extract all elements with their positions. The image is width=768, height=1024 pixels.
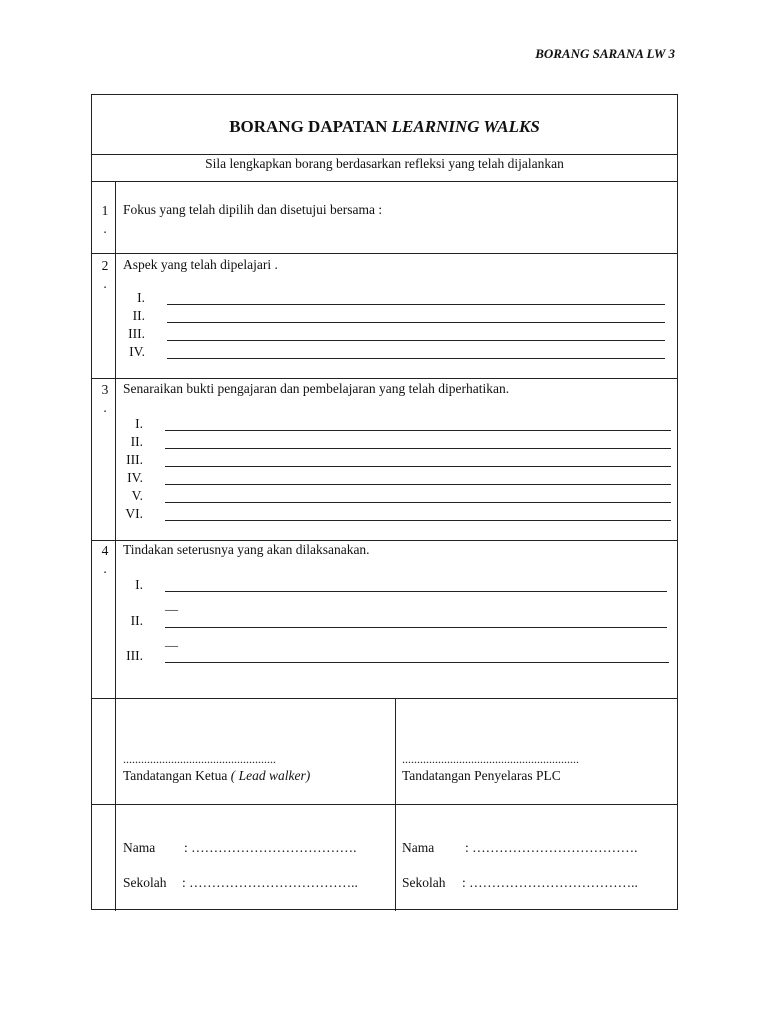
section-4-answer-line-3[interactable]: [165, 662, 669, 663]
section-3-question: Senaraikan bukti pengajaran dan pembelajaran yang telah diperhatikan.: [123, 381, 510, 396]
section-3-number: 3 .: [101, 382, 109, 415]
section-4-question: Tindakan seterusnya yang akan dilaksanakan.: [123, 542, 370, 557]
divider: [92, 540, 677, 541]
section-2-question: Aspek yang telah dipelajari .: [123, 257, 278, 272]
learning-walks-form: [91, 94, 678, 910]
form-instructions: Sila lengkapkan borang berdasarkan refleksi yang telah dijalankan: [205, 156, 564, 171]
divider: [92, 181, 677, 182]
plc-coordinator-signature-line[interactable]: ...........................................................: [402, 752, 579, 766]
form-code-label: BORANG SARANA LW 3: [535, 46, 675, 61]
section-3-answer-line-2[interactable]: [165, 448, 671, 449]
divider: [92, 253, 677, 254]
form-title: [92, 117, 677, 137]
answer-line-overflow: __: [165, 597, 178, 612]
section-2-answer-line-3[interactable]: [167, 340, 665, 341]
section-3-item-label: III.: [126, 452, 143, 467]
section-2-item-label: IV.: [129, 344, 145, 359]
section-3-item-label: V.: [131, 488, 143, 503]
form-title-italic: LEARNING WALKS: [391, 117, 540, 136]
section-4-answer-line-2[interactable]: [165, 627, 667, 628]
plc-coordinator-signature-label: Tandatangan Penyelaras PLC: [402, 768, 561, 783]
section-3-answer-line-1[interactable]: [165, 430, 671, 431]
section-4-number: 4 .: [101, 543, 109, 576]
right-name-label: Nama: [402, 840, 435, 855]
divider: [92, 698, 677, 699]
lead-walker-signature-label: Tandatangan Ketua ( Lead walker): [123, 768, 311, 783]
divider: [92, 154, 677, 155]
section-3-item-label: II.: [130, 434, 143, 449]
number-column-divider: [115, 181, 116, 911]
section-2-item-label: I.: [137, 290, 145, 305]
section-3-item-label: IV.: [127, 470, 143, 485]
divider: [92, 378, 677, 379]
section-2-number: 2 .: [101, 258, 109, 291]
section-1-number: 1 .: [101, 203, 109, 236]
section-3-item-label: VI.: [125, 506, 143, 521]
form-title-prefix: BORANG DAPATAN: [229, 117, 392, 136]
section-3-item-label: I.: [135, 416, 143, 431]
right-school-field[interactable]: : ………………………………..: [462, 875, 638, 890]
lead-walker-signature-line[interactable]: ...................................................: [123, 752, 276, 766]
section-4-item-label: III.: [126, 648, 143, 663]
divider: [92, 804, 677, 805]
section-3-answer-line-3[interactable]: [165, 466, 671, 467]
section-2-answer-line-4[interactable]: [167, 358, 665, 359]
section-2-item-label: II.: [132, 308, 145, 323]
section-1-question: Fokus yang telah dipilih dan disetujui bersama :: [123, 202, 383, 217]
left-name-field[interactable]: : ……………………………….: [184, 840, 357, 855]
section-2-answer-line-2[interactable]: [167, 322, 665, 323]
right-school-label: Sekolah: [402, 875, 446, 890]
section-3-answer-line-4[interactable]: [165, 484, 671, 485]
section-2-answer-line-1[interactable]: [167, 304, 665, 305]
answer-line-overflow: __: [165, 633, 178, 648]
left-school-label: Sekolah: [123, 875, 167, 890]
left-name-label: Nama: [123, 840, 156, 855]
section-4-answer-line-1[interactable]: [165, 591, 667, 592]
section-4-item-label: II.: [130, 613, 143, 628]
right-name-field[interactable]: : ……………………………….: [465, 840, 638, 855]
section-3-answer-line-6[interactable]: [165, 520, 671, 521]
section-4-item-label: I.: [135, 577, 143, 592]
left-school-field[interactable]: : ………………………………..: [182, 875, 358, 890]
section-2-item-label: III.: [128, 326, 145, 341]
section-3-answer-line-5[interactable]: [165, 502, 671, 503]
